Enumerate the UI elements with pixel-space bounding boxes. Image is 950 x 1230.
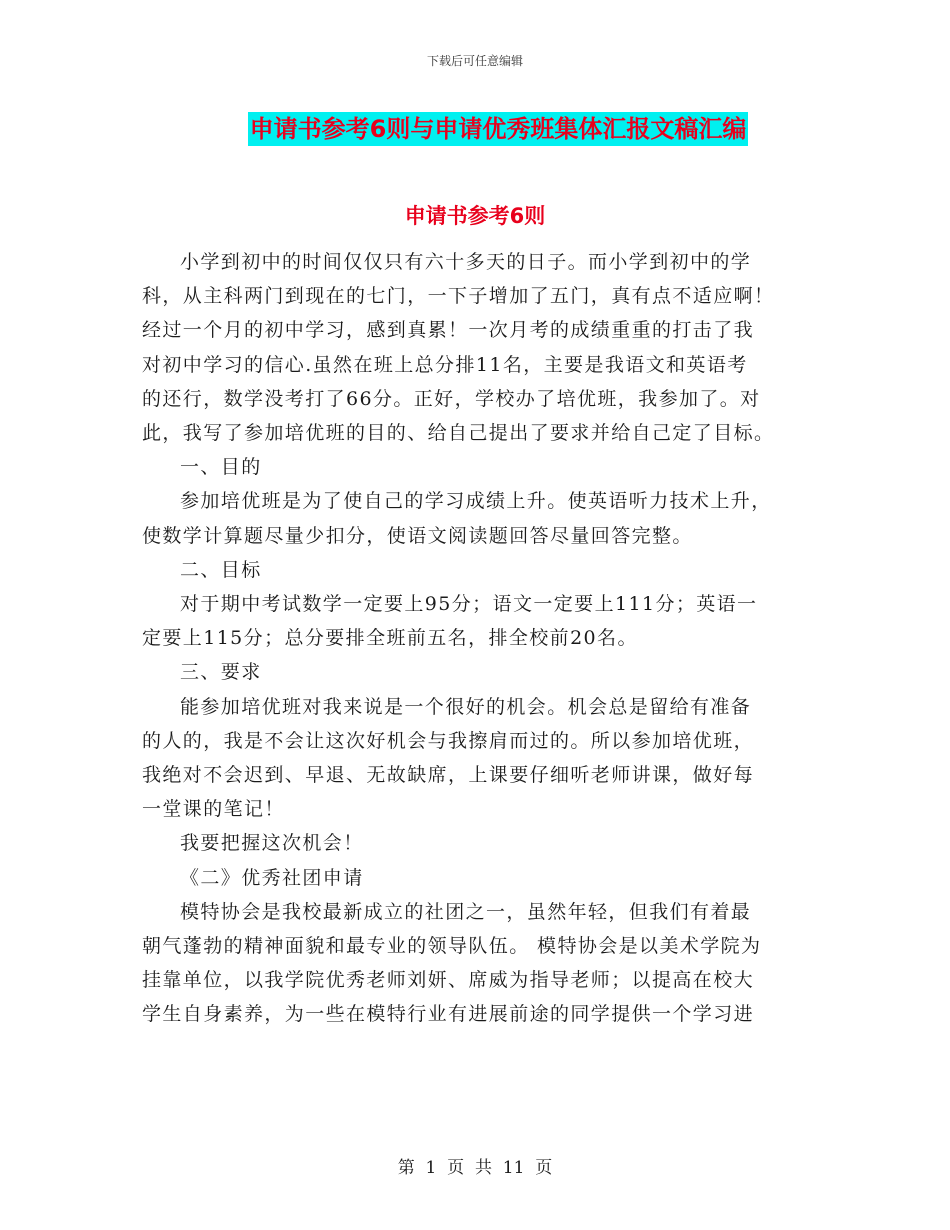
paragraph-line: 定要上115分；总分要排全班前五名，排全校前20名。 — [142, 627, 638, 650]
paragraph-line: 小学到初中的时间仅仅只有六十多天的日子。而小学到初中的学 — [180, 251, 752, 273]
paragraph-line: 朝气蓬勃的精神面貌和最专业的领导队伍。 模特协会是以美术学院为 — [142, 935, 762, 958]
paragraph-line: 使数学计算题尽量少扣分，使语文阅读题回答尽量回答完整。 — [142, 524, 693, 547]
section-title: 申请书参考6则 — [404, 204, 546, 228]
paragraph-line: 对初中学习的信心.虽然在班上总分排11名，主要是我语文和英语考 — [142, 353, 748, 376]
paragraph-line: 模特协会是我校最新成立的社团之一，虽然年轻，但我们有着最 — [180, 900, 752, 923]
heading-requirements: 三、要求 — [180, 661, 262, 684]
document-title-container — [0, 112, 950, 146]
heading-goal: 二、目标 — [180, 558, 262, 581]
heading-purpose: 一、目的 — [180, 456, 262, 479]
paragraph-line: 科，从主科两门到现在的七门，一下子增加了五门，真有点不适应啊！ — [142, 285, 775, 308]
paragraph-line: 挂靠单位，以我学院优秀老师刘妍、席威为指导老师；以提高在校大 — [142, 969, 755, 992]
paragraph-line: 我绝对不会迟到、早退、无故缺席，上课要仔细听老师讲课，做好每 — [142, 764, 755, 787]
page-number-footer: 第 1 页 共 11 页 — [397, 1158, 553, 1178]
heading-club-application: 《二》优秀社团申请 — [180, 866, 364, 889]
document-body — [142, 245, 810, 1032]
paragraph-line: 的还行，数学没考打了66分。正好，学校办了培优班，我参加了。对 — [142, 387, 761, 410]
paragraph-line: 一堂课的笔记！ — [142, 798, 285, 821]
document-title: 申请书参考6则与申请优秀班集体汇报文稿汇编 — [248, 112, 749, 146]
paragraph-line: 经过一个月的初中学习，感到真累！一次月考的成绩重重的打击了我 — [142, 319, 755, 342]
page-header-note: 下载后可任意编辑 — [426, 54, 523, 68]
paragraph-line: 学生自身素养，为一些在模特行业有进展前途的同学提供一个学习进 — [142, 1003, 755, 1026]
paragraph-line: 的人的，我是不会让这次好机会与我擦肩而过的。所以参加培优班， — [142, 729, 755, 752]
paragraph-line: 此，我写了参加培优班的目的、给自己提出了要求并给自己定了目标。 — [142, 422, 775, 445]
paragraph-line: 能参加培优班对我来说是一个很好的机会。机会总是留给有准备 — [180, 695, 752, 718]
paragraph-line: 对于期中考试数学一定要上95分；语文一定要上111分；英语一 — [180, 593, 758, 616]
paragraph-line: 参加培优班是为了使自己的学习成绩上升。使英语听力技术上升， — [180, 490, 772, 513]
paragraph-line: 我要把握这次机会！ — [180, 832, 364, 855]
